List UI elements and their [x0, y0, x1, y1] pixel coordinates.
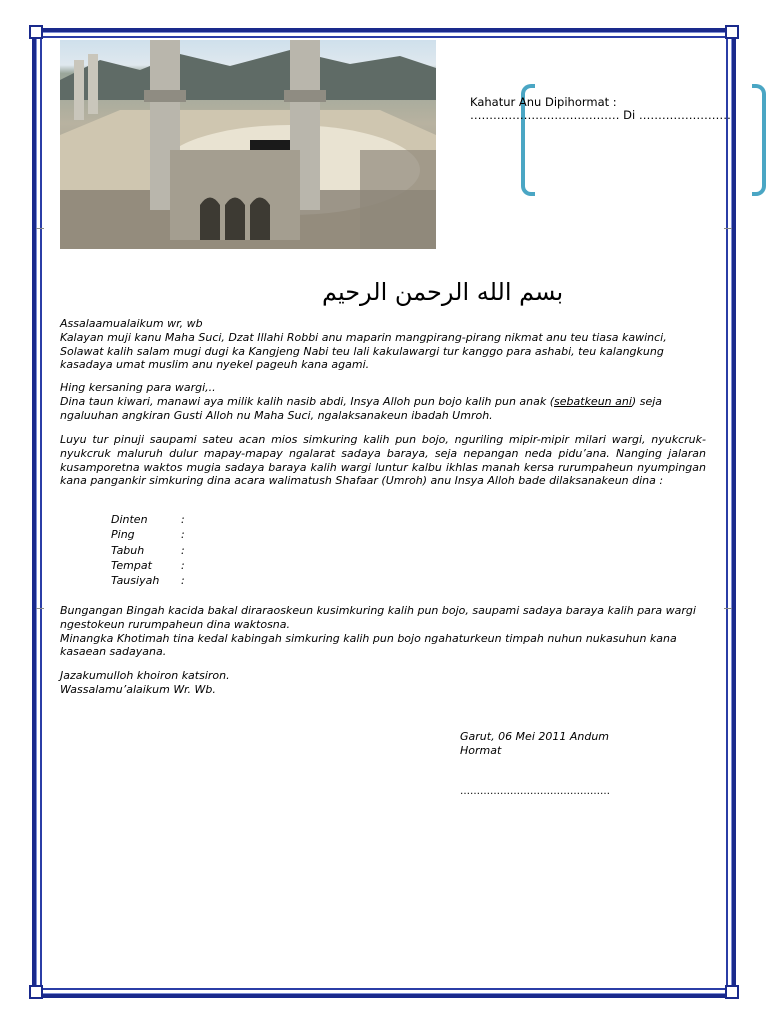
salam: Assalaamualaikum wr, wb — [60, 317, 203, 330]
border-corner-top-right — [725, 25, 739, 39]
greeting-section — [60, 317, 706, 372]
border-corner-top-left — [29, 25, 43, 39]
margin-tick — [36, 608, 44, 609]
bismillah-calligraphy: بسم الله الرحمن الرحيم — [322, 278, 564, 306]
intro-underlined-name: sebatkeun ani — [554, 394, 632, 408]
closing-section — [60, 604, 706, 659]
signature-line: ……………………………………… — [460, 786, 610, 797]
detail-label: Tempat — [111, 558, 152, 572]
detail-separator: : — [181, 543, 185, 557]
detail-row — [111, 544, 185, 559]
margin-tick — [36, 228, 44, 229]
detail-separator: : — [181, 558, 185, 572]
detail-label: Dinten — [111, 513, 148, 526]
margin-tick — [724, 228, 732, 229]
jazakumulloh: Jazakumulloh khoiron katsiron. — [60, 669, 230, 682]
intro-section — [60, 381, 706, 422]
wassalamu: Wassalamu’alaikum Wr. Wb. — [60, 682, 216, 696]
closing-paragraph-2: Minangka Khotimah tina kedal kabingah simkuring kalih pun bojo ngahaturkeun timpah nuhun nukasuhun kana kasaean sadayana. — [60, 631, 677, 659]
detail-label: Ping — [111, 528, 135, 542]
place-date: Garut, 06 Mei 2011 Andum — [460, 730, 610, 743]
margin-tick — [724, 608, 732, 609]
intro-paragraph — [60, 395, 706, 423]
closing-paragraph-1: Bungangan Bingah kacida bakal diraraoskeun kusimkuring kalih pun bojo, saupami sadaya baraya kalih para wargi ngestokeun rurumpaheun dina waktosna. — [60, 604, 696, 631]
detail-row — [111, 559, 185, 574]
detail-row — [111, 574, 185, 589]
address-line: ………………………………… Di …………………… — [470, 108, 731, 122]
intro-text-after: ) seja ngaluuhan angkiran Gusti Alloh nu Maha Suci, ngalaksanakeun ibadah Umroh. — [60, 394, 663, 422]
detail-separator: : — [181, 574, 185, 588]
detail-label: Tausiyah — [111, 574, 160, 588]
signature-block — [460, 730, 609, 758]
mosque-photo — [60, 40, 436, 249]
border-corner-bottom-right — [725, 985, 739, 999]
detail-row — [111, 513, 185, 528]
event-details — [111, 513, 185, 589]
intro-text-before: Dina taun kiwari, manawi aya milik kalih nasib abdi, Insya Alloh pun bojo kalih pun anak ( — [60, 394, 555, 408]
intro-heading: Hing kersaning para wargi,.. — [60, 381, 216, 394]
detail-separator: : — [181, 528, 185, 542]
closing-salutation — [60, 669, 706, 697]
address-bracket-right — [752, 84, 766, 196]
border-corner-bottom-left — [29, 985, 43, 999]
hormat-label: Hormat — [460, 744, 502, 757]
opening-paragraph: Kalayan muji kanu Maha Suci, Dzat Illahi Robbi anu maparin mangpirang-pirang nikmat anu teu tiasa kawinci, Solawat kalih salam mugi dugi ka Kangjeng Nabi teu lali kakulawargi tur kanggo para ashabi, teu kalangkung kasadaya umat muslim anu nyekel pageuh kana agami. — [60, 330, 667, 372]
address-block — [470, 96, 731, 122]
detail-separator: : — [181, 513, 185, 526]
detail-label: Tabuh — [111, 543, 145, 557]
detail-row — [111, 528, 185, 543]
invitation-paragraph: Luyu tur pinuji saupami sateu acan mios simkuring kalih pun bojo, nguriling mipir-mipir milari wargi, nyukcruk-nyukcruk maluruh dulur mapay-mapay ngalarat sadaya baraya, seja nepangan neda pidu’ana. Nanging jalaran kusamporetna waktos mugia sadaya baraya kalih wargi luntur kalbu ikhlas manah kersa rurumpaheun nyumpingan kana pangankir simkuring dina acara walimatush Shafaar (Umroh) anu Insya Alloh bade dilaksanakeun dina : — [60, 433, 706, 488]
address-title: Kahatur Anu Dipihormat : — [470, 95, 617, 109]
